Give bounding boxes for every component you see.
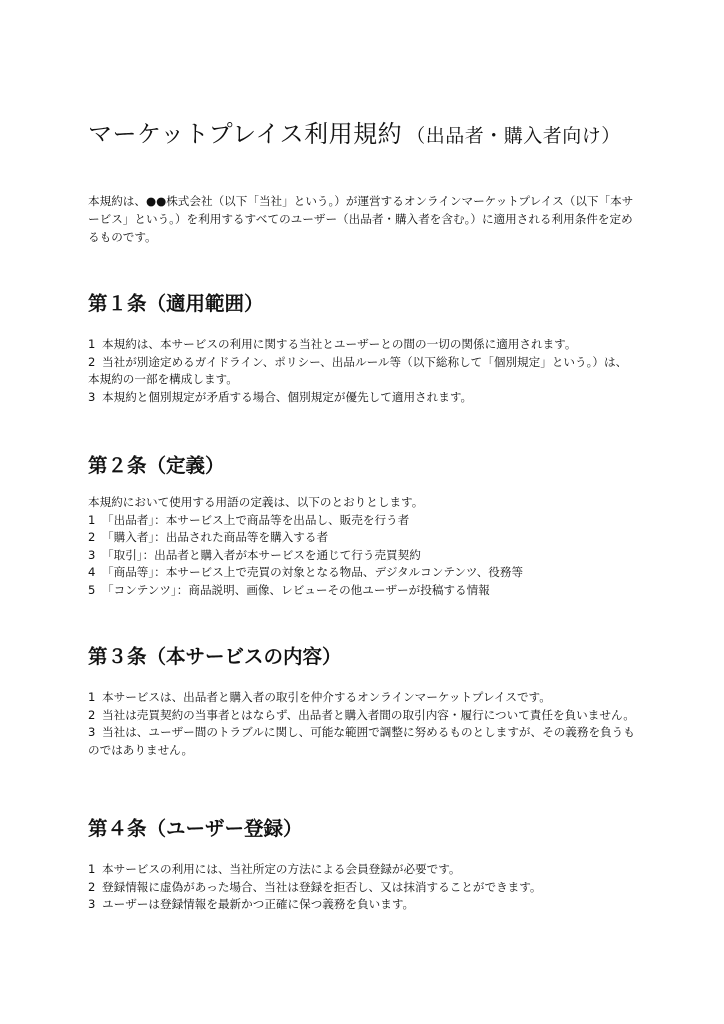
definition-item	[88, 582, 636, 600]
clause-text: 当社は売買契約の当事者とはならず、出品者と購入者間の取引内容・履行について責任を負いません。	[102, 707, 635, 722]
clause-number: 3	[88, 725, 96, 739]
definition-item	[88, 529, 636, 547]
clause-text: 本規約は、本サービスの利用に関する当社とユーザーとの間の一切の関係に適用されます。	[102, 337, 577, 351]
clause-number: 1	[88, 690, 96, 704]
article-heading: 第４条（ユーザー登録）	[88, 817, 303, 840]
clause-text: 当社が別途定めるガイドライン、ポリシー、出品ルール等（以下総称して「個別規定」という。）は、本規約の一部を構成します。	[88, 354, 628, 386]
clause-number: 2	[88, 707, 96, 722]
definition-item	[88, 564, 636, 582]
clause-number: 4	[88, 565, 96, 579]
clause-number: 5	[88, 582, 96, 597]
clause-item	[88, 389, 636, 407]
definition-list	[88, 512, 636, 600]
clause-text: 本サービスの利用には、当社所定の方法による会員登録が必要です。	[102, 862, 461, 876]
clause-number: 1	[88, 337, 96, 351]
clause-text: 登録情報に虚偽があった場合、当社は登録を拒否し、又は抹消することができます。	[102, 879, 542, 894]
clause-text: 本サービスは、出品者と購入者の取引を仲介するオンラインマーケットプレイスです。	[102, 690, 551, 704]
title-subtitle: （出品者・購入者向け）	[406, 125, 621, 147]
article-heading: 第２条（定義）	[88, 454, 225, 477]
clause-list	[88, 336, 636, 406]
clause-item	[88, 336, 636, 354]
title-main: マーケットプレイス利用規約	[88, 120, 403, 148]
clause-number: 3	[88, 389, 96, 404]
clause-number: 3	[88, 897, 96, 911]
clause-text: 「出品者」：本サービス上で商品等を出品し、販売を行う者	[102, 512, 410, 527]
clause-text: 「コンテンツ」：商品説明、画像、レビューその他ユーザーが投稿する情報	[102, 582, 490, 597]
clause-number: 2	[88, 879, 96, 894]
clause-item	[88, 861, 636, 879]
article-heading: 第３条（本サービスの内容）	[88, 645, 342, 668]
clause-item	[88, 689, 636, 707]
clause-list	[88, 689, 636, 759]
clause-text: 「購入者」：出品された商品等を購入する者	[102, 530, 329, 544]
definition-item	[88, 512, 636, 530]
article-4	[88, 815, 636, 914]
clause-number: 1	[88, 512, 96, 527]
clause-number: 1	[88, 862, 96, 876]
article-2	[88, 452, 636, 599]
intro-paragraph: 本規約は、●●株式会社（以下「当社」という。）が運営するオンラインマーケットプレイス（以下「本サービス」という。）を利用するすべてのユーザー（出品者・購入者を含む。）に適用される利用条件を定めるものです。	[88, 194, 634, 244]
clause-item	[88, 879, 636, 897]
clause-item	[88, 707, 636, 725]
article-lead: 本規約において使用する用語の定義は、以下のとおりとします。	[88, 495, 424, 509]
clause-item	[88, 896, 636, 914]
article-3	[88, 643, 636, 759]
clause-item	[88, 354, 636, 389]
document-title	[88, 118, 621, 152]
clause-number: 3	[88, 547, 96, 562]
clause-list	[88, 861, 636, 914]
clause-number: 2	[88, 354, 96, 369]
clause-item	[88, 724, 636, 759]
article-heading: 第１条（適用範囲）	[88, 292, 264, 315]
clause-text: ユーザーは登録情報を最新かつ正確に保つ義務を負います。	[102, 897, 415, 911]
clause-text: 当社は、ユーザー間のトラブルに関し、可能な範囲で調整に努めるものとしますが、その義務を負うものではありません。	[88, 725, 635, 757]
clause-text: 本規約と個別規定が矛盾する場合、個別規定が優先して適用されます。	[102, 389, 473, 404]
clause-number: 2	[88, 530, 96, 544]
clause-text: 「商品等」：本サービス上で売買の対象となる物品、デジタルコンテンツ、役務等	[102, 565, 524, 579]
article-1	[88, 290, 636, 406]
clause-text: 「取引」：出品者と購入者が本サービスを通じて行う売買契約	[102, 547, 421, 562]
definition-item	[88, 547, 636, 565]
